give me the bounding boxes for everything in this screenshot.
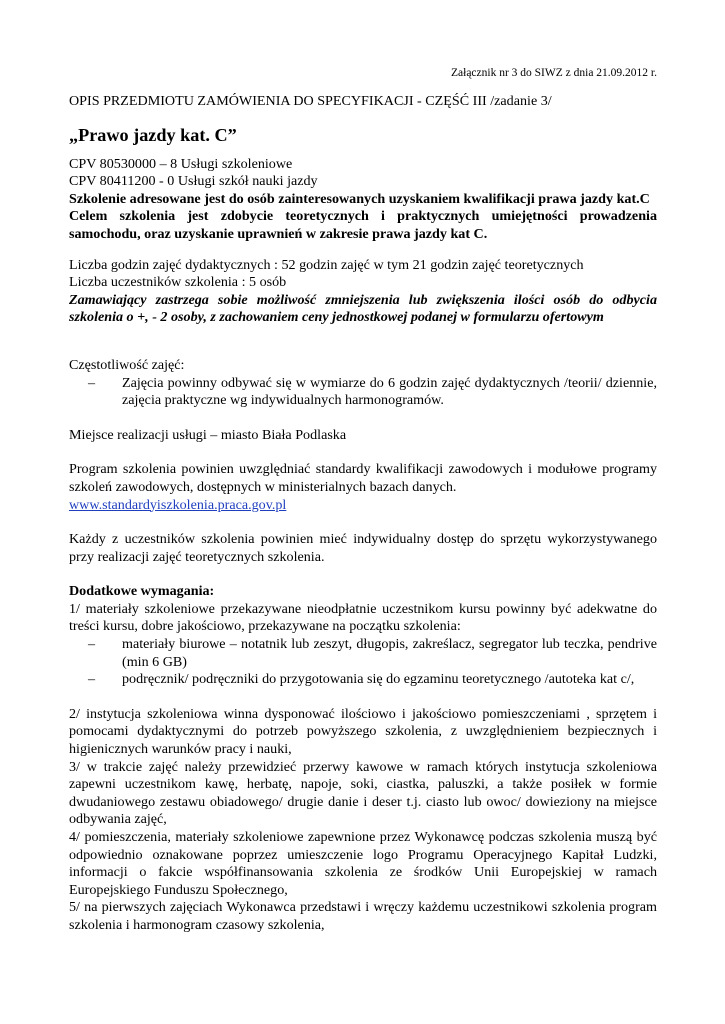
target-group-paragraph: Szkolenie adresowane jest do osób zainteresowanych uzyskaniem kwalifikacji prawa jazdy kat.C [69, 190, 650, 207]
textbook-text: podręcznik/ podręczniki do przygotowania się do egzaminu teoretycznego /autoteka kat c/, [122, 671, 635, 688]
requirement-3: 3/ w trakcie zajęć należy przewidzieć przerwy kawowe w ramach których instytucja szkoleniowa zapewni uczestnikom kawę, herbatę, napoje, soki, ciastka, paluszki, a także posiłek w formie dwudaniowego zestawu obiadowego/ drugie danie i deser t.j. ciasto lub owoc/ dowieziony na miejsce odbywania zajęć, [69, 758, 657, 828]
dash-bullet: – [88, 374, 96, 391]
frequency-label: Częstotliwość zajęć: [69, 356, 185, 373]
location-line: Miejsce realizacji usługi – miasto Biała Podlaska [69, 426, 347, 443]
requirements-heading: Dodatkowe wymagania: [69, 583, 215, 600]
cpv-line-1: CPV 80530000 – 8 Usługi szkoleniowe [69, 155, 293, 172]
participants-line: Liczba uczestników szkolenia : 5 osób [69, 274, 287, 291]
hours-line: Liczba godzin zajęć dydaktycznych : 52 godzin zajęć w tym 21 godzin zajęć teoretycznych [69, 256, 584, 273]
requirement-4: 4/ pomieszczenia, materiały szkoleniowe zapewnione przez Wykonawcę podczas szkolenia muszą być odpowiednio oznakowane poprzez umieszczenie logo Programu Operacyjnego Kapitał Ludzki, informacji o fakcie współfinansowania szkolenia ze środków Unii Europejskiej w ramach Europejskiego Funduszu Społecznego, [69, 829, 657, 898]
access-paragraph: Każdy z uczestników szkolenia powinien mieć indywidualny dostęp do sprzętu wykorzystywanego przy realizacji zajęć teoretycznych szkolenia. [69, 531, 657, 565]
annex-reference: Załącznik nr 3 do SIWZ z dnia 21.09.2012 r. [451, 67, 657, 79]
requirement-2: 2/ instytucja szkoleniowa winna dysponować ilościowo i jakościowo pomieszczeniami , sprzętem i pomocami dydaktycznymi do potrzeb powyższego szkolenia, z uwzględnieniem bezpiecznych i higienicznych warunków pracy i nauki, [69, 705, 657, 758]
requirement-1-list [69, 636, 657, 689]
dash-bullet: – [88, 636, 96, 653]
document-heading: OPIS PRZEDMIOTU ZAMÓWIENIA DO SPECYFIKACJI - CZĘŚĆ III /zadanie 3/ [69, 93, 552, 109]
list-item [88, 636, 657, 671]
training-goal-paragraph: Celem szkolenia jest zdobycie teoretycznych i praktycznych umiejętności prowadzenia samochodu, oraz uzyskanie uprawnień w zakresie prawa jazdy kat C. [69, 208, 657, 242]
dash-bullet: – [88, 671, 96, 688]
reservation-note: Zamawiający zastrzega sobie możliwość zmniejszenia lub zwiększenia ilości osób do odbycia szkolenia o +, - 2 osoby, z zachowaniem ceny jednostkowej podanej w formularzu ofertowym [69, 291, 657, 326]
frequency-list [69, 375, 657, 410]
standards-link[interactable]: www.standardyiszkolenia.praca.gov.pl [69, 496, 287, 513]
office-supplies-text: materiały biurowe – notatnik lub zeszyt, długopis, zakreślacz, segregator lub teczka, pendrive (min 6 GB) [122, 636, 657, 670]
frequency-item-text: Zajęcia powinny odbywać się w wymiarze do 6 godzin zajęć dydaktycznych /teorii/ dziennie, zajęcia praktyczne wg indywidualnych harmonogramów. [122, 374, 657, 409]
requirement-5: 5/ na pierwszych zajęciach Wykonawca przedstawi i wręczy każdemu uczestnikowi szkolenia program szkolenia i harmonogram czasowy szkolenia, [69, 899, 657, 933]
list-item [88, 374, 657, 410]
program-paragraph: Program szkolenia powinien uwzględniać standardy kwalifikacji zawodowych i modułowe programy szkoleń zawodowych, dostępnych w ministerialnych bazach danych. [69, 461, 657, 495]
cpv-line-2: CPV 80411200 - 0 Usługi szkół nauki jazdy [69, 173, 318, 190]
list-item [88, 671, 657, 689]
document-title: „Prawo jazdy kat. C” [69, 124, 237, 145]
requirement-1: 1/ materiały szkoleniowe przekazywane nieodpłatnie uczestnikom kursu powinny być adekwatne do treści kursu, dobre jakościowo, przekazywane na początku szkolenia: [69, 600, 657, 635]
